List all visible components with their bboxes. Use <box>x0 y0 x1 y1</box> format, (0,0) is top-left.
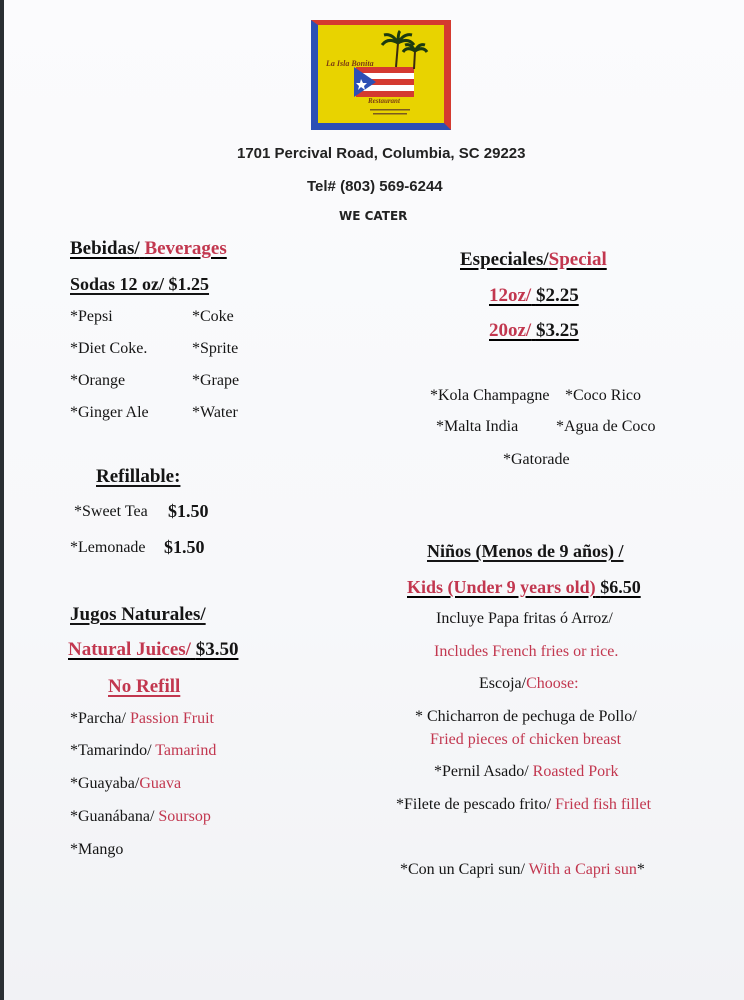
beverages-title-es: Bebidas/ <box>70 238 140 259</box>
soda-item: *Grape <box>192 372 240 389</box>
specials-heading <box>460 249 607 271</box>
special-item: *Kola Champagne <box>430 387 550 404</box>
kids-heading-es: Niños (Menos de 9 años) / <box>427 541 624 561</box>
juices-title-en: Natural Juices/ <box>68 639 191 660</box>
soda-item: *Coke <box>192 308 234 325</box>
capri-end: * <box>636 861 645 878</box>
juice-item <box>70 775 181 793</box>
soda-item: *Diet Coke. <box>70 340 148 357</box>
juices-heading-es: Jugos Naturales/ <box>70 604 206 625</box>
juice-name-es: *Tamarindo/ <box>70 742 152 759</box>
soda-item: *Water <box>192 404 238 421</box>
option-en: Fried fish fillet <box>555 796 652 813</box>
refill-item-price: $1.50 <box>168 501 209 521</box>
option-es: *Pernil Asado/ <box>434 763 529 780</box>
refill-item-price: $1.50 <box>164 537 205 557</box>
capri-es: *Con un Capri sun/ <box>400 861 525 878</box>
option-en: Roasted Pork <box>532 763 619 780</box>
kids-option <box>396 796 651 814</box>
kids-option <box>434 763 618 781</box>
special-item: *Malta India <box>436 418 519 435</box>
soda-item: *Orange <box>70 372 126 389</box>
juice-name-es: *Guanábana/ <box>70 808 155 825</box>
kids-heading-en <box>407 577 641 598</box>
special-item: *Coco Rico <box>565 387 641 404</box>
option-es: *Filete de pescado frito/ <box>396 796 552 813</box>
size-label: 12oz/ <box>489 285 532 306</box>
flag-palm-icon <box>318 25 444 123</box>
special-item: *Gatorade <box>503 451 570 468</box>
juice-item <box>70 742 216 760</box>
restaurant-logo <box>311 20 451 130</box>
we-cater: WE CATER <box>339 209 408 223</box>
soda-item: *Ginger Ale <box>70 404 149 421</box>
juice-item <box>70 808 211 826</box>
no-refill-label: No Refill <box>108 676 181 697</box>
refillable-heading: Refillable: <box>96 466 181 487</box>
menu-page <box>4 0 744 1000</box>
kids-option-es: * Chicharron de pechuga de Pollo/ <box>415 708 637 725</box>
specials-title-es: Especiales/ <box>460 249 549 270</box>
specials-size-12oz <box>489 285 579 307</box>
juice-name-en: Tamarind <box>155 742 217 759</box>
phone: Tel# (803) 569-6244 <box>307 178 443 195</box>
size-label: 20oz/ <box>489 320 532 341</box>
juice-name-es: *Guayaba/ <box>70 775 140 792</box>
beverages-title-en: Beverages <box>144 238 227 259</box>
kids-option-en: Fried pieces of chicken breast <box>430 731 622 748</box>
juice-item: *Mango <box>70 841 124 858</box>
kids-choose <box>479 675 579 693</box>
choose-es: Escoja/ <box>479 675 527 692</box>
kids-includes-es: Incluye Papa fritas ó Arroz/ <box>436 610 613 627</box>
size-price: $2.25 <box>535 285 579 306</box>
address: 1701 Percival Road, Columbia, SC 29223 <box>237 145 526 162</box>
refill-item-name: *Sweet Tea <box>74 503 148 520</box>
logo-subtext: Restaurant <box>368 97 400 105</box>
kids-title-en: Kids (Under 9 years old) <box>407 577 596 597</box>
specials-title-en: Special <box>548 249 607 270</box>
specials-size-20oz <box>489 320 579 342</box>
beverages-heading <box>70 238 227 260</box>
juice-item <box>70 710 214 728</box>
juices-heading-en <box>68 639 238 661</box>
special-item: *Agua de Coco <box>556 418 656 435</box>
juice-name-en: Passion Fruit <box>129 710 214 727</box>
logo-text: La Isla Bonita <box>326 59 374 68</box>
juice-name-en: Guava <box>139 775 182 792</box>
soda-item: *Pepsi <box>70 308 113 325</box>
size-price: $3.25 <box>535 320 579 341</box>
choose-en: Choose: <box>526 675 579 692</box>
refill-item-name: *Lemonade <box>70 539 146 556</box>
juice-name-en: Soursop <box>158 808 211 825</box>
juices-price: $3.50 <box>195 639 239 660</box>
soda-item: *Sprite <box>192 340 239 357</box>
juice-name-es: *Parcha/ <box>70 710 126 727</box>
kids-price: $6.50 <box>600 577 641 597</box>
sodas-label: Sodas 12 oz/ $1.25 <box>70 274 210 294</box>
kids-capri <box>400 861 645 879</box>
kids-includes-en: Includes French fries or rice. <box>434 643 619 660</box>
capri-en: With a Capri sun <box>528 861 637 878</box>
